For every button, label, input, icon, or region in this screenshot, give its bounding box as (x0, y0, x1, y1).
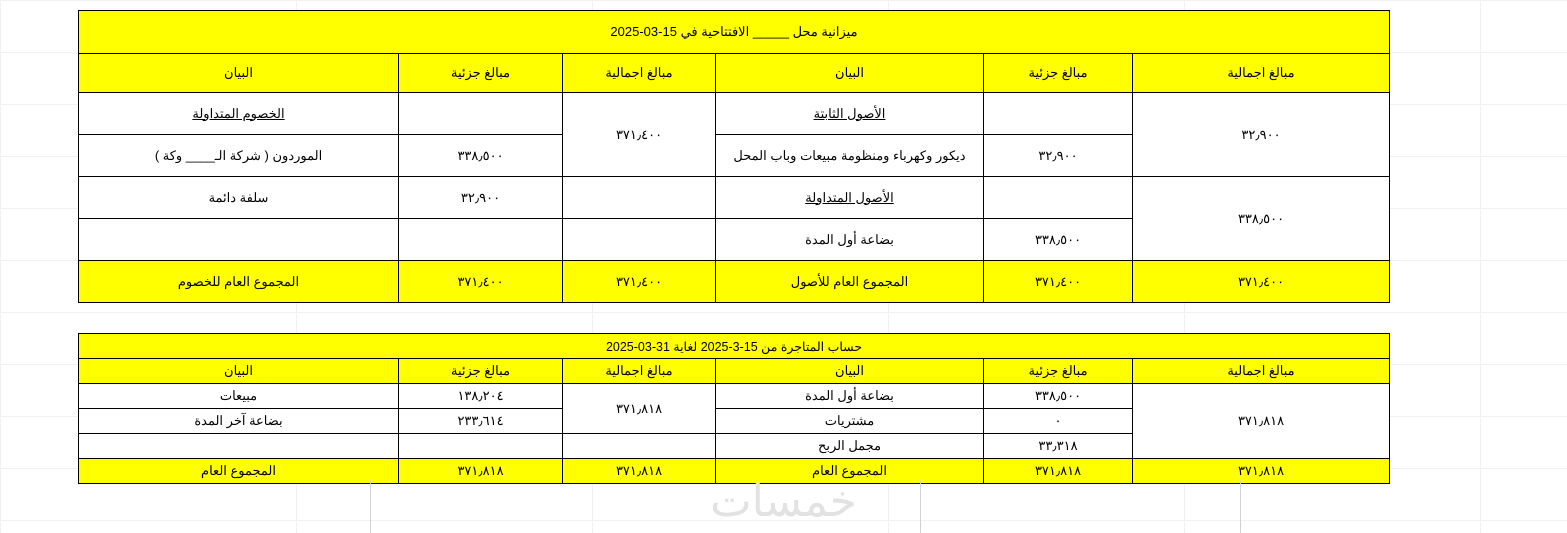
table-row (79, 177, 1390, 219)
balance-sheet-title: ميزانية محل _____ الافتتاحية في 15-03-2025 (79, 11, 1390, 54)
current-assets-title: الأصول المتداولة (716, 177, 984, 219)
credit-row1-partial: ١٣٨٫٢٠٤ (399, 384, 563, 409)
header-total-left: مبالغ اجمالية (1133, 54, 1390, 93)
header-partial-left: مبالغ جزئية (984, 54, 1133, 93)
table-row (79, 93, 1390, 135)
trading-account-table (78, 333, 1390, 484)
suppliers-label: الموردون ( شركة الـ____ وكة ) (79, 135, 399, 177)
grid-divider (370, 480, 371, 533)
liabilities-grand-partial: ٣٧١٫٤٠٠ (399, 261, 563, 303)
balance-sheet-table (78, 10, 1390, 303)
debit-row3-partial: ٣٣٫٣١٨ (984, 434, 1133, 459)
current-assets-item-value: ٣٣٨٫٥٠٠ (984, 219, 1133, 261)
current-liabilities-title: الخصوم المتداولة (79, 93, 399, 135)
table-row-headers (79, 54, 1390, 93)
empty-cell (984, 93, 1133, 135)
current-assets-item-label: بضاعة أول المدة (716, 219, 984, 261)
table-row-headers (79, 359, 1390, 384)
empty-cell (399, 93, 563, 135)
header-statement-left: البيان (716, 359, 984, 384)
debit-row3-label: مجمل الربح (716, 434, 984, 459)
assets-grand-label: المجموع العام للأصول (716, 261, 984, 303)
empty-cell (399, 219, 563, 261)
fixed-assets-title: الأصول الثابتة (716, 93, 984, 135)
debit-grand-total: ٣٧١٫٨١٨ (1133, 459, 1390, 484)
header-total-left: مبالغ اجمالية (1133, 359, 1390, 384)
empty-cell (563, 177, 716, 219)
fixed-assets-item-value: ٣٢٫٩٠٠ (984, 135, 1133, 177)
debit-grand-partial: ٣٧١٫٨١٨ (984, 459, 1133, 484)
fixed-assets-item-label: ديكور وكهرباء ومنظومة مبيعات وباب المحل (716, 135, 984, 177)
table-row-title (79, 334, 1390, 359)
empty-cell (563, 219, 716, 261)
header-partial-right: مبالغ جزئية (399, 54, 563, 93)
grid-divider (1240, 480, 1241, 533)
credit-grand-total: ٣٧١٫٨١٨ (563, 459, 716, 484)
empty-cell (79, 219, 399, 261)
credit-row1-label: مبيعات (79, 384, 399, 409)
liabilities-grand-total: ٣٧١٫٤٠٠ (563, 261, 716, 303)
credit-row2-partial: ٢٣٣٫٦١٤ (399, 409, 563, 434)
empty-cell (79, 434, 399, 459)
debit-grand-label: المجموع العام (716, 459, 984, 484)
watermark-text: خمسات (710, 476, 857, 527)
table-row (79, 384, 1390, 409)
debit-row2-label: مشتريات (716, 409, 984, 434)
header-statement-left: البيان (716, 54, 984, 93)
advance-value: ٣٢٫٩٠٠ (399, 177, 563, 219)
credit-row2-label: بضاعة آخر المدة (79, 409, 399, 434)
header-partial-right: مبالغ جزئية (399, 359, 563, 384)
debit-row1-label: بضاعة أول المدة (716, 384, 984, 409)
grid-divider (920, 480, 921, 533)
current-liabilities-total: ٣٧١٫٤٠٠ (563, 93, 716, 177)
empty-cell (563, 434, 716, 459)
balance-sheet-table-wrapper (78, 10, 1390, 303)
current-assets-total: ٣٣٨٫٥٠٠ (1133, 177, 1390, 261)
trading-account-title: حساب المتاجرة من 15-3-2025 لغاية 31-03-2025 (79, 334, 1390, 359)
empty-cell (984, 177, 1133, 219)
debit-row2-partial: ٠ (984, 409, 1133, 434)
liabilities-grand-label: المجموع العام للخصوم (79, 261, 399, 303)
assets-grand-total: ٣٧١٫٤٠٠ (1133, 261, 1390, 303)
header-total-right: مبالغ اجمالية (563, 359, 716, 384)
table-row-totals (79, 261, 1390, 303)
credit-grand-label: المجموع العام (79, 459, 399, 484)
debit-row1-partial: ٣٣٨٫٥٠٠ (984, 384, 1133, 409)
advance-label: سلفة دائمة (79, 177, 399, 219)
header-total-right: مبالغ اجمالية (563, 54, 716, 93)
credit-grand-partial: ٣٧١٫٨١٨ (399, 459, 563, 484)
table-row-title (79, 11, 1390, 54)
header-statement-right: البيان (79, 54, 399, 93)
table-row-totals (79, 459, 1390, 484)
trading-account-table-wrapper (78, 333, 1390, 484)
empty-cell (399, 434, 563, 459)
debit-total: ٣٧١٫٨١٨ (1133, 384, 1390, 459)
header-partial-left: مبالغ جزئية (984, 359, 1133, 384)
assets-grand-partial: ٣٧١٫٤٠٠ (984, 261, 1133, 303)
suppliers-value: ٣٣٨٫٥٠٠ (399, 135, 563, 177)
credit-total: ٣٧١٫٨١٨ (563, 384, 716, 434)
header-statement-right: البيان (79, 359, 399, 384)
fixed-assets-total: ٣٢٫٩٠٠ (1133, 93, 1390, 177)
